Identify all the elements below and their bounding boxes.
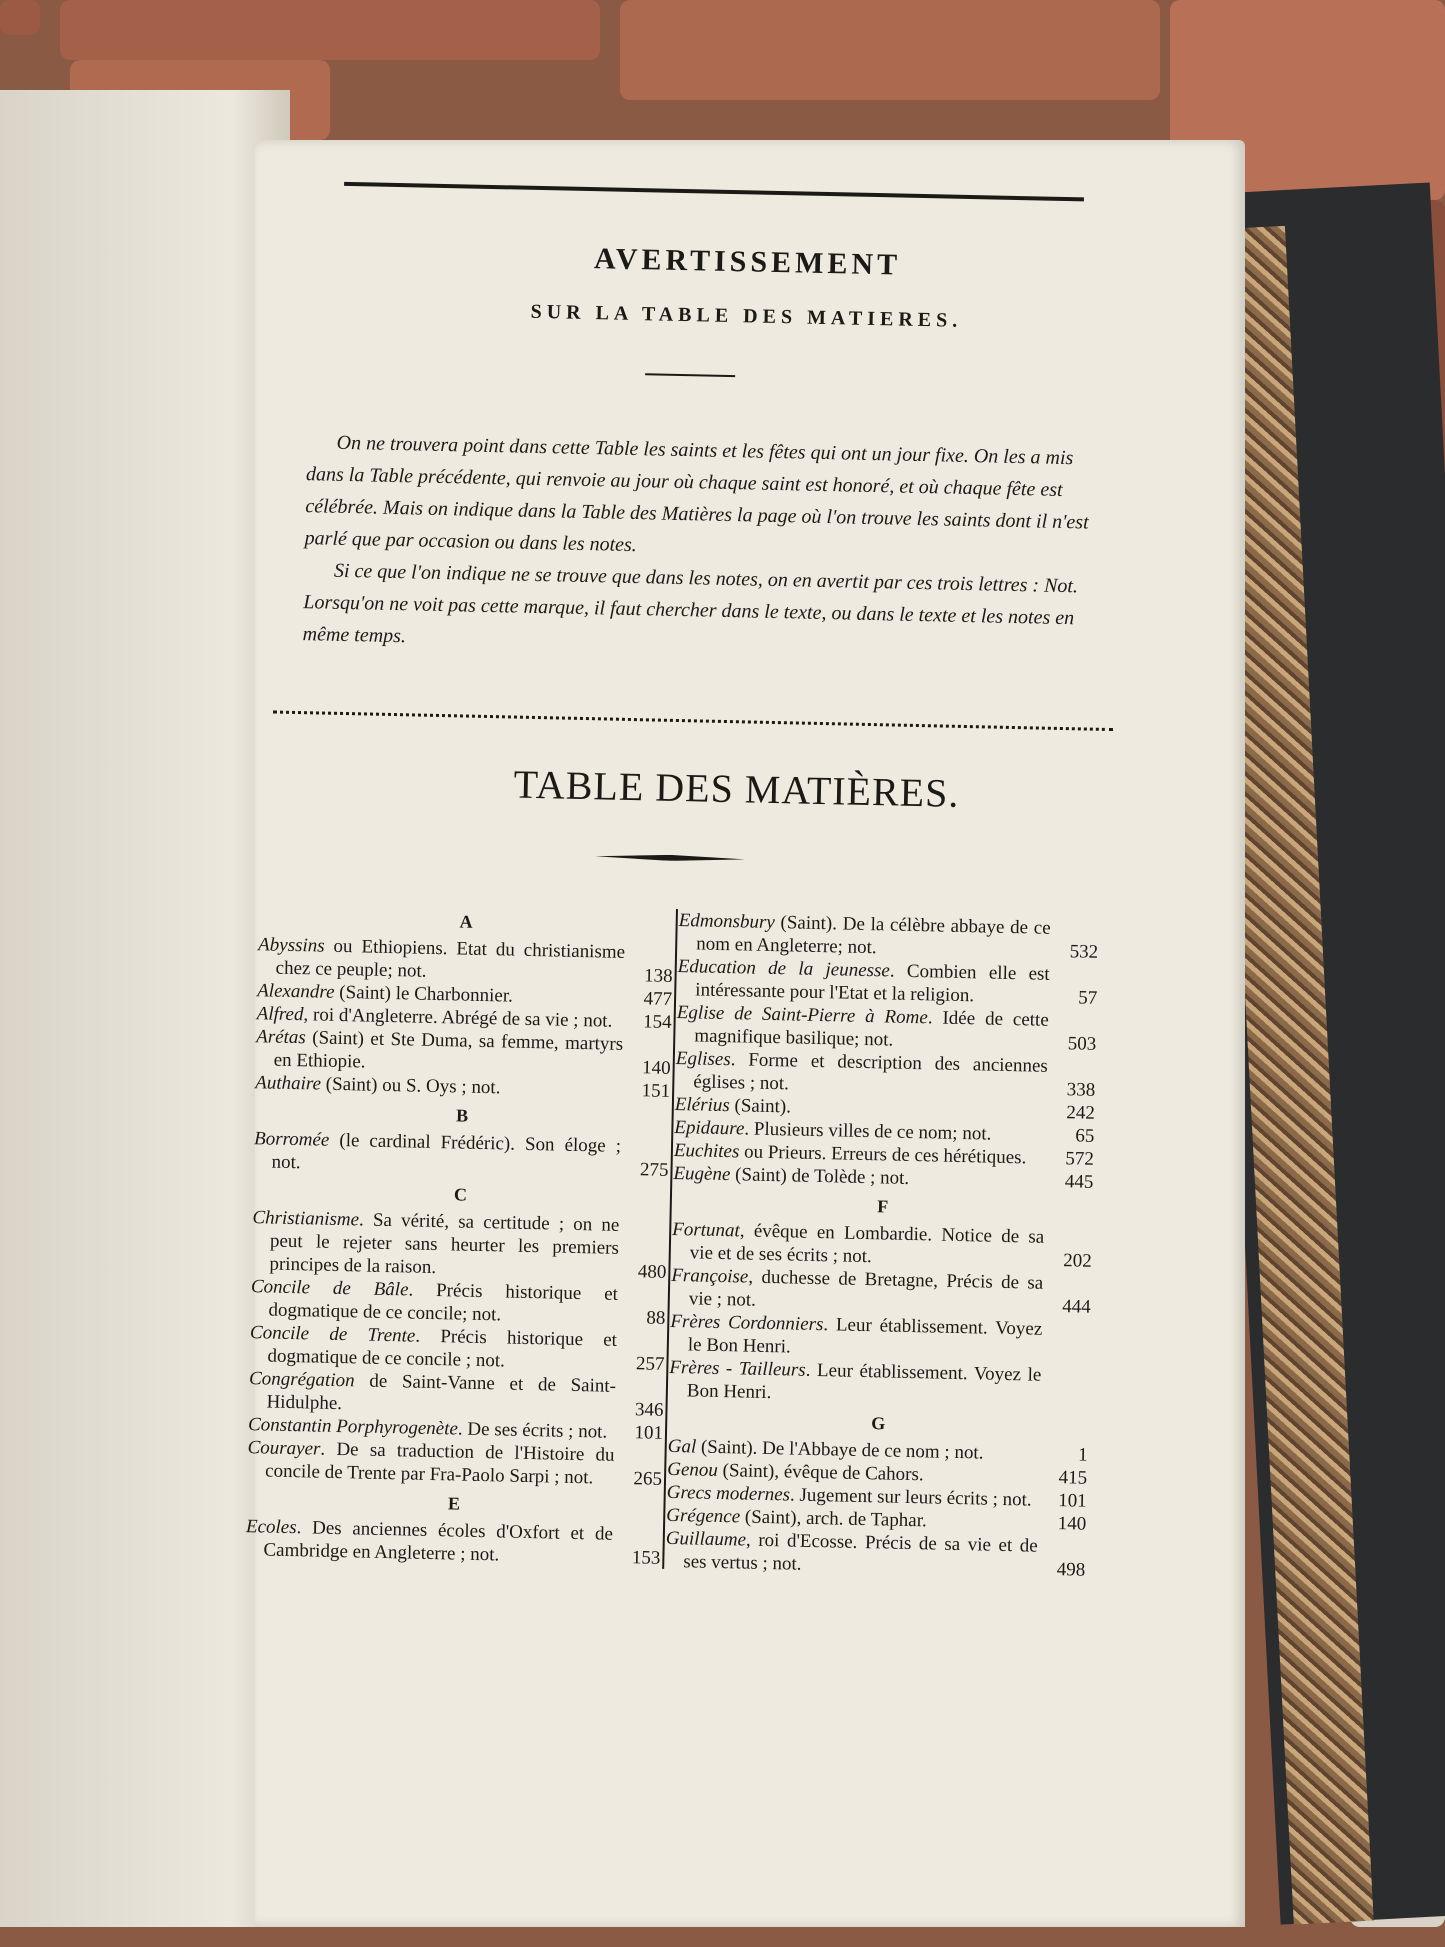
title-divider (645, 373, 735, 377)
top-rule (344, 182, 1084, 201)
index-entry-text: . Jugement sur leurs écrits ; not. (789, 1484, 1032, 1511)
index-entry-page: 265 (633, 1468, 663, 1490)
index-entry-text: , duchesse de Bretagne, Précis de sa vie ; not. (688, 1266, 1044, 1311)
index-entry-heading: Fortunat (672, 1218, 741, 1242)
index-entry-heading: Congrégation (248, 1368, 355, 1392)
index-entry-text: (Saint), évêque de Cahors. (717, 1459, 924, 1486)
index-entry-text: . Combien elle est intéressante pour l'Etat et la religion. (695, 960, 1050, 1007)
index-entry-heading: Concile de Bâle (250, 1276, 409, 1301)
index-entry-heading: Courayer (247, 1437, 321, 1460)
book-page (245, 140, 1245, 1927)
index-entry (669, 1356, 1090, 1411)
index-entry-heading: Borromée (253, 1128, 330, 1151)
index-entry-text: , évêque en Lombardie. Notice de sa vie et de ses écrits ; not. (689, 1220, 1045, 1268)
index-entry (245, 1515, 661, 1570)
index-entry-text: ou Ethiopiens. Etat du christianisme chez ce peuple; not. (275, 935, 626, 982)
index-entry-page: 444 (1062, 1296, 1091, 1318)
index-entry-heading: Ecoles (245, 1516, 297, 1539)
index-entry-text: . Leur établissement. Voyez le Bon Henri. (687, 1314, 1043, 1358)
index-entry (665, 1527, 1086, 1582)
index-entry (253, 1127, 669, 1182)
index-entry-heading: Edmonsbury (678, 910, 776, 934)
index-entry-heading: Authaire (255, 1072, 322, 1095)
index-column-right (665, 909, 1099, 1582)
index-entry-text: . Précis historique et dogmatique de ce concile; not. (268, 1279, 619, 1326)
index-entry-page: 532 (1069, 941, 1099, 963)
index-entry-text: ou Prieurs. Erreurs de ces hérétiques. (739, 1141, 1027, 1169)
notice-title: AVERTISSEMENT (593, 242, 902, 282)
ornament-divider (595, 853, 745, 862)
index-entry-page: 346 (634, 1399, 664, 1421)
index-entry-text: . Sa vérité, sa certitude ; on ne peut le rejeter sans heurter les premiers principes de la raison. (269, 1209, 620, 1279)
index-entry-heading: Grégence (666, 1504, 741, 1528)
index-entry-text: (Saint). De la célèbre abbaye de ce nom en Angleterre; not. (696, 912, 1051, 959)
index-entry-page: 65 (1075, 1125, 1095, 1147)
index-entry-text: . Des anciennes écoles d'Oxfort et de Cambridge en Angleterre ; not. (263, 1517, 614, 1566)
index-entry-heading: Epidaure (674, 1117, 745, 1140)
index-entry-text: (Saint). (729, 1095, 792, 1118)
index-entry-page: 140 (1057, 1513, 1087, 1535)
index-entry-heading: Gal (667, 1435, 697, 1458)
floor-tile (620, 0, 1160, 100)
index-entry-heading: Eglises (675, 1048, 731, 1071)
index-entry-text: (Saint) de Tolède ; not. (730, 1164, 910, 1189)
index-entry-page: 1 (1077, 1444, 1088, 1466)
index-entry-heading: Eglise de Saint-Pierre à Rome (676, 1002, 929, 1029)
floor-tile (0, 0, 40, 35)
floor-tile (60, 0, 600, 60)
index-letter-heading: C (453, 1184, 468, 1205)
index-entry-page: 480 (637, 1261, 667, 1283)
index-entry-page: 151 (641, 1080, 671, 1102)
index-column-left (245, 900, 674, 1570)
index-entry-text: (Saint). De l'Abbaye de ce nom ; not. (696, 1436, 984, 1464)
index-entry-page: 101 (1057, 1490, 1087, 1512)
index-entry-heading: Christianisme (252, 1207, 360, 1231)
index-entry-page: 498 (1056, 1559, 1086, 1581)
index-entry-page: 275 (639, 1159, 669, 1181)
table-title: TABLE DES MATIÈRES. (513, 761, 960, 816)
index-entry-heading: Guillaume (665, 1527, 747, 1551)
index-entry-text: . Idée de cette magnifique basilique; not. (694, 1007, 1049, 1051)
index-entry-page: 57 (1077, 987, 1098, 1009)
index-entry-heading: Constantin Porphyrogenète (247, 1414, 459, 1440)
index-entry-text: (Saint), arch. de Taphar. (739, 1506, 927, 1532)
index-entry-text: , roi d'Ecosse. Précis de sa vie et de ses vertus ; not. (683, 1529, 1038, 1575)
index-entry-text: , roi d'Angleterre. Abrégé de sa vie ; not. (303, 1004, 613, 1032)
index-entry-heading: Concile de Trente (249, 1322, 416, 1347)
index-entry-heading: Genou (667, 1458, 719, 1481)
index-entry-text: (Saint) et Ste Duma, sa femme, martyrs en Ethiopie. (273, 1027, 624, 1073)
index-entry-page: 154 (642, 1011, 672, 1033)
index-entry-heading: Alexandre (256, 980, 335, 1003)
index-entry-heading: Abyssins (257, 934, 325, 957)
index-letter-heading: G (871, 1413, 886, 1434)
index-entry-heading: Frères - Tailleurs (669, 1356, 806, 1381)
index-entry-text: . Précis historique et dogmatique de ce concile ; not. (267, 1325, 618, 1372)
index-entry-heading: Elérius (674, 1094, 730, 1117)
notice-paragraph: Si ce que l'on indique ne se trouve que dans les notes, on en avertit par ces trois lettres : Not. Lorsqu'on ne voit pas cette marque, il faut chercher dans le texte, ou dans le texte et les notes en même temps. (302, 559, 1079, 648)
index-entry-page: 88 (646, 1307, 666, 1329)
page-content (218, 140, 1245, 1947)
index-entry-heading: Education de la jeunesse (677, 956, 891, 982)
index-entry-page: 257 (635, 1353, 665, 1375)
index-entry-page: 101 (634, 1422, 664, 1444)
index-entry-text: de Saint-Vanne et de Saint-Hidulphe. (266, 1370, 617, 1415)
index-entry (247, 1436, 663, 1491)
index-entry-page: 572 (1065, 1148, 1095, 1170)
index-entry-heading: Grecs modernes (666, 1481, 791, 1506)
index-entry-text: (le cardinal Frédéric). Son éloge ; not. (271, 1129, 622, 1174)
index-entry-page: 153 (631, 1547, 661, 1569)
dotted-divider (273, 711, 1113, 732)
index-letter-heading: A (459, 911, 473, 932)
index-entry-page: 415 (1058, 1467, 1088, 1489)
index-entry-page: 242 (1066, 1102, 1096, 1124)
index-entry-page: 503 (1067, 1033, 1097, 1055)
index-entry-heading: Eugène (673, 1162, 731, 1186)
index-entry-page: 338 (1066, 1079, 1096, 1101)
index-entry-page: 445 (1064, 1171, 1094, 1193)
index-entry-heading: Frères Cordonniers (670, 1310, 824, 1336)
index-entry-heading: Alfred (256, 1003, 304, 1026)
index-entry-text: . Plusieurs villes de ce nom; not. (744, 1118, 992, 1145)
index-entry-page: 477 (643, 988, 673, 1010)
index-entry-heading: Arétas (256, 1026, 307, 1049)
index-entry-text: (Saint) ou S. Oys ; not. (320, 1073, 501, 1099)
index-letter-heading: E (447, 1493, 461, 1514)
index-entry-text: (Saint) le Charbonnier. (334, 981, 514, 1007)
index-entry-text: . De sa traduction de l'Histoire du concile de Trente par Fra-Paolo Sarpi ; not. (264, 1438, 615, 1489)
index-letter-heading: B (455, 1105, 469, 1126)
index-entry-text: . Forme et description des anciennes églises ; not. (693, 1049, 1048, 1095)
index-entry-heading: Euchites (673, 1139, 740, 1163)
index-entry-text: . De ses écrits ; not. (457, 1418, 608, 1443)
index-entry-page: 140 (641, 1057, 671, 1079)
index-letter-heading: F (877, 1196, 889, 1217)
index-entry-page: 138 (643, 965, 673, 987)
notice-paragraph: On ne trouvera point dans cette Table les saints et les fêtes qui ont un jour fixe. On les a mis dans la Table précédente, qui renvoie au jour où chaque saint est honoré, et où chaque fête est célébrée. Mais on indique dans la Table des Matières la page où l'on trouve les saints dont il n'est parlé que par occasion ou dans les notes. (304, 431, 1089, 557)
notice-body (302, 426, 1107, 667)
index-entry-heading: Françoise (671, 1264, 749, 1288)
index-entry-text: . Leur établissement. Voyez le Bon Henri. (686, 1359, 1042, 1404)
index-entry (251, 1206, 667, 1284)
index-entry-page: 202 (1062, 1250, 1092, 1272)
notice-subtitle: SUR LA TABLE DES MATIERES. (530, 300, 963, 332)
